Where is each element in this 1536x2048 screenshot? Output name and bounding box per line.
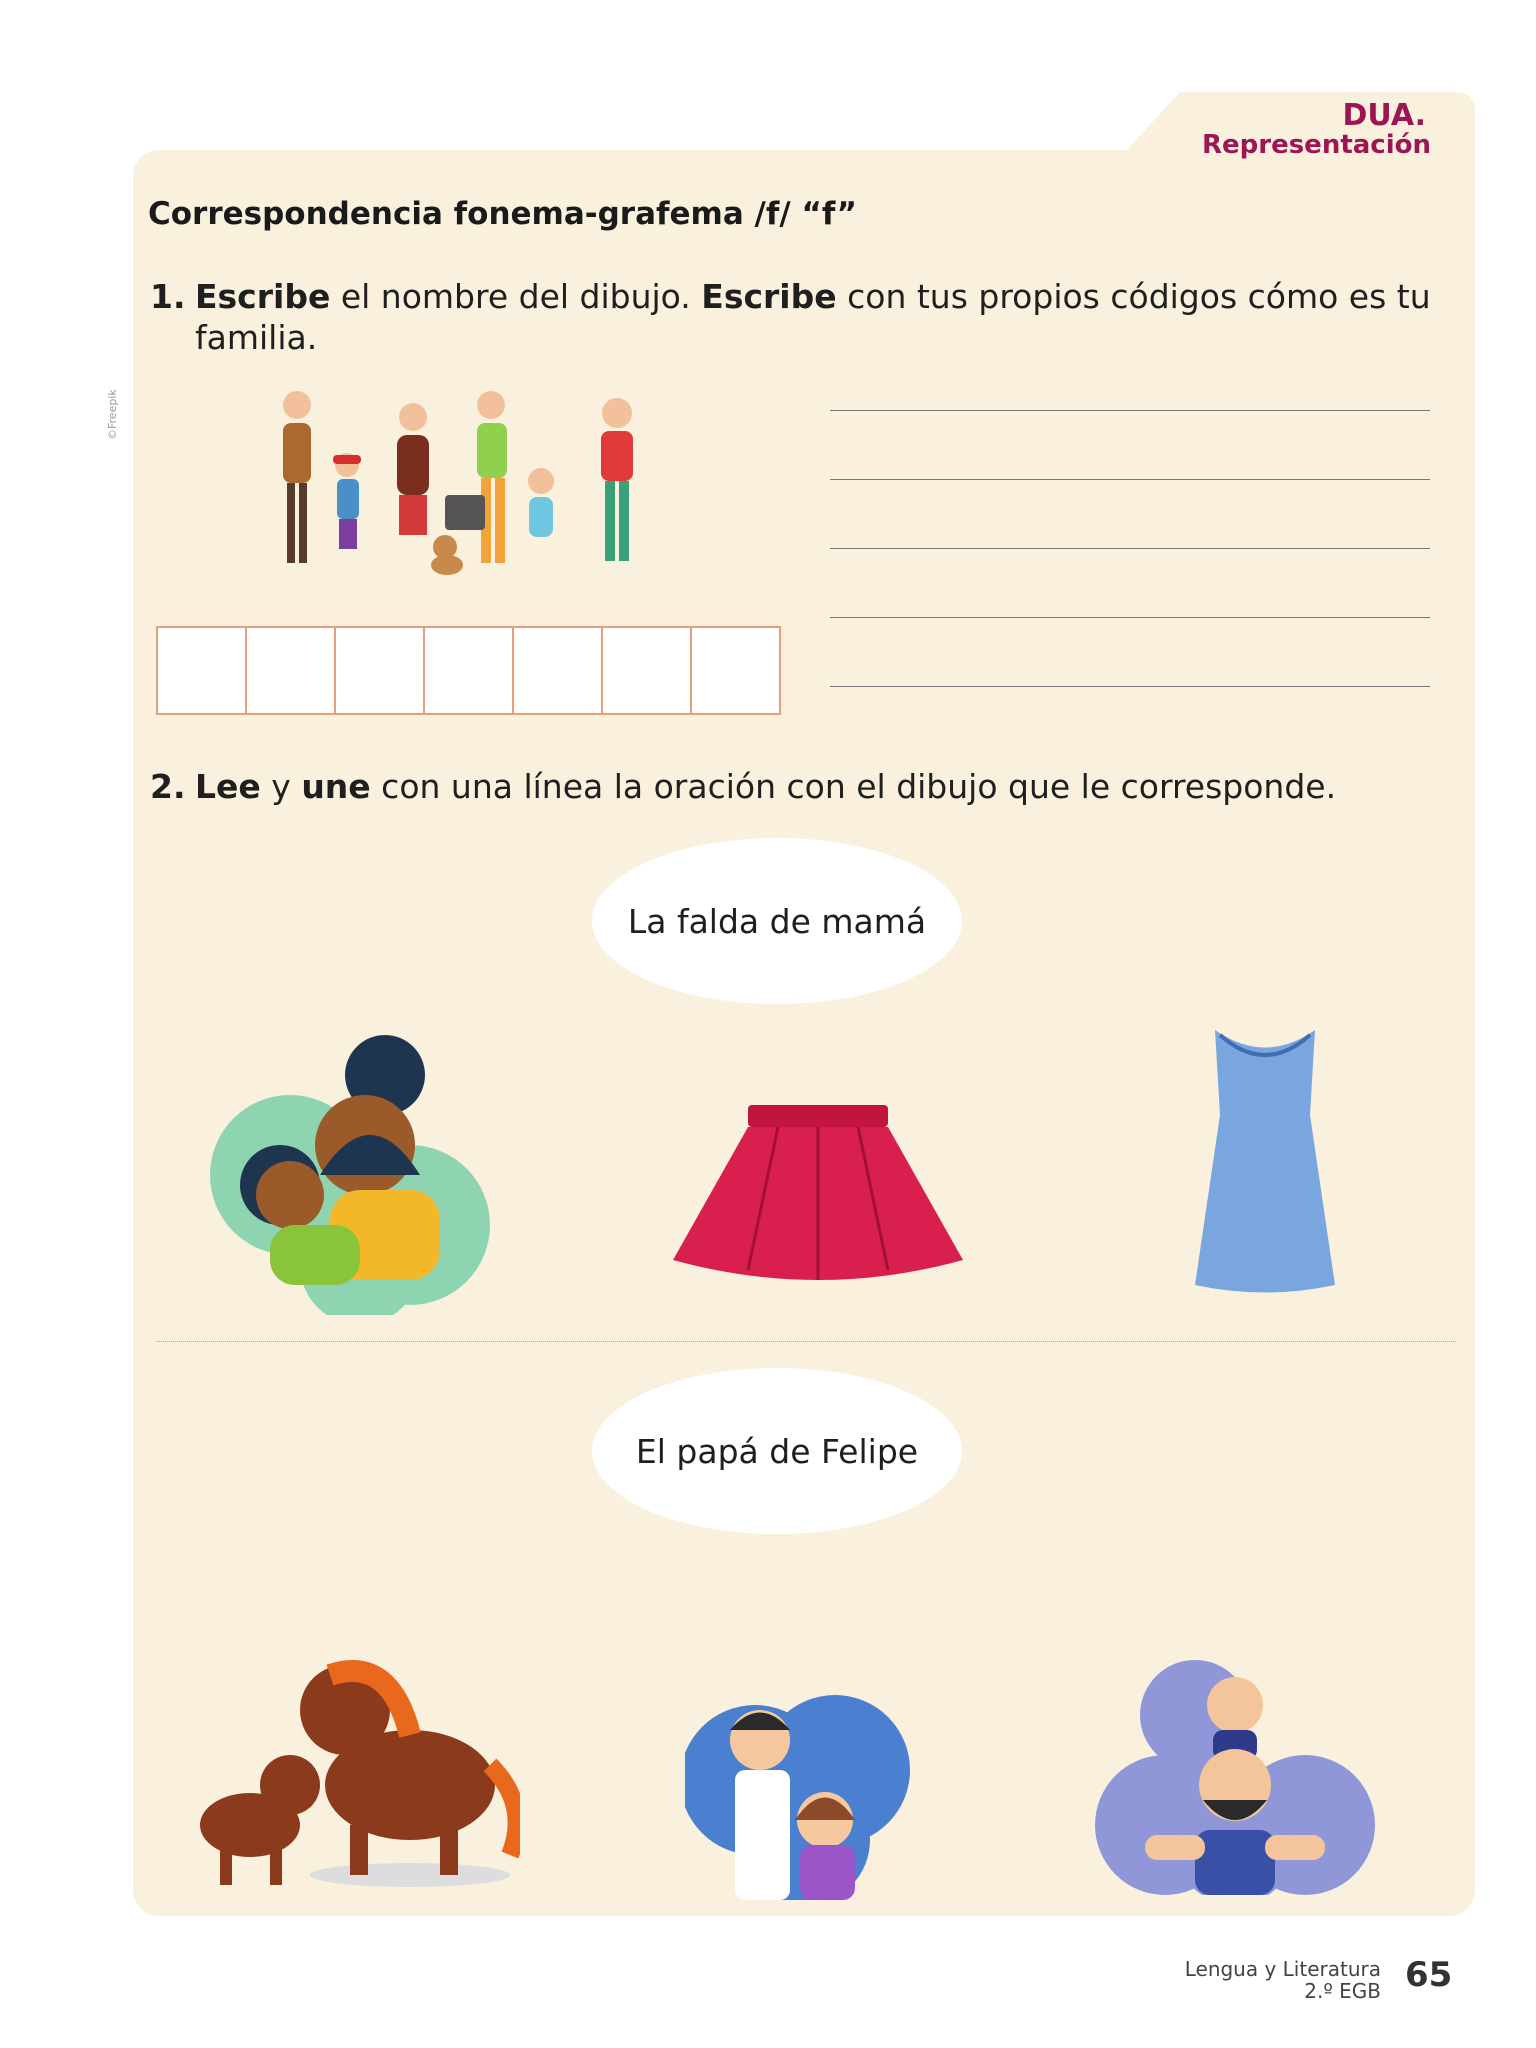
question-2-verb2: une (301, 767, 371, 806)
question-2-mid: y (260, 767, 302, 806)
question-1-verb2: Escribe (701, 277, 837, 316)
sentence-oval[interactable]: El papá de Felipe (592, 1368, 962, 1534)
writing-line[interactable] (830, 686, 1430, 687)
letter-box[interactable] (423, 628, 512, 713)
question-1-number: 1. (150, 277, 186, 316)
letter-box[interactable] (245, 628, 334, 713)
letter-box[interactable] (334, 628, 423, 713)
question-1 (150, 276, 1431, 358)
horses-illustration[interactable] (180, 1655, 520, 1895)
letter-box[interactable] (601, 628, 690, 713)
page-number: 65 (1405, 1955, 1453, 1995)
dua-tab-subtitle: Representación (1201, 130, 1431, 160)
question-2-rest: con una línea la oración con el dibujo que le corresponde. (370, 767, 1337, 806)
question-1-mid: el nombre del dibujo. (330, 277, 702, 316)
question-2-number: 2. (150, 767, 186, 806)
family-illustration (255, 375, 685, 625)
writing-line[interactable] (830, 617, 1430, 618)
letter-boxes (156, 626, 781, 715)
question-2-verb1: Lee (195, 767, 261, 806)
father-daughter-illustration[interactable] (685, 1670, 915, 1900)
dua-tab-title: DUA. (1342, 98, 1426, 133)
question-1-continuation: familia. (195, 318, 318, 357)
footer-grade: 2.º EGB (1304, 1979, 1381, 2003)
writing-line[interactable] (830, 548, 1430, 549)
letter-box[interactable] (158, 628, 245, 713)
section-divider (156, 1341, 1456, 1342)
image-credit: ©Freepik (106, 389, 119, 440)
dress-illustration[interactable] (1185, 1025, 1345, 1295)
letter-box[interactable] (690, 628, 779, 713)
question-1-verb1: Escribe (195, 277, 331, 316)
footer-subject (1185, 1958, 1381, 2002)
sentence-oval[interactable]: La falda de mamá (592, 838, 962, 1004)
question-1-rest: con tus propios códigos cómo es tu (836, 277, 1431, 316)
letter-box[interactable] (512, 628, 601, 713)
page-title: Correspondencia fonema-grafema /f/ “f” (148, 196, 858, 232)
skirt-illustration[interactable] (668, 1100, 968, 1290)
writing-line[interactable] (830, 410, 1430, 411)
writing-line[interactable] (830, 479, 1430, 480)
father-son-shoulders-illustration[interactable] (1085, 1655, 1385, 1895)
mother-hug-illustration[interactable] (210, 1015, 500, 1315)
question-2 (150, 766, 1336, 807)
footer-subject-name: Lengua y Literatura (1184, 1957, 1381, 1981)
